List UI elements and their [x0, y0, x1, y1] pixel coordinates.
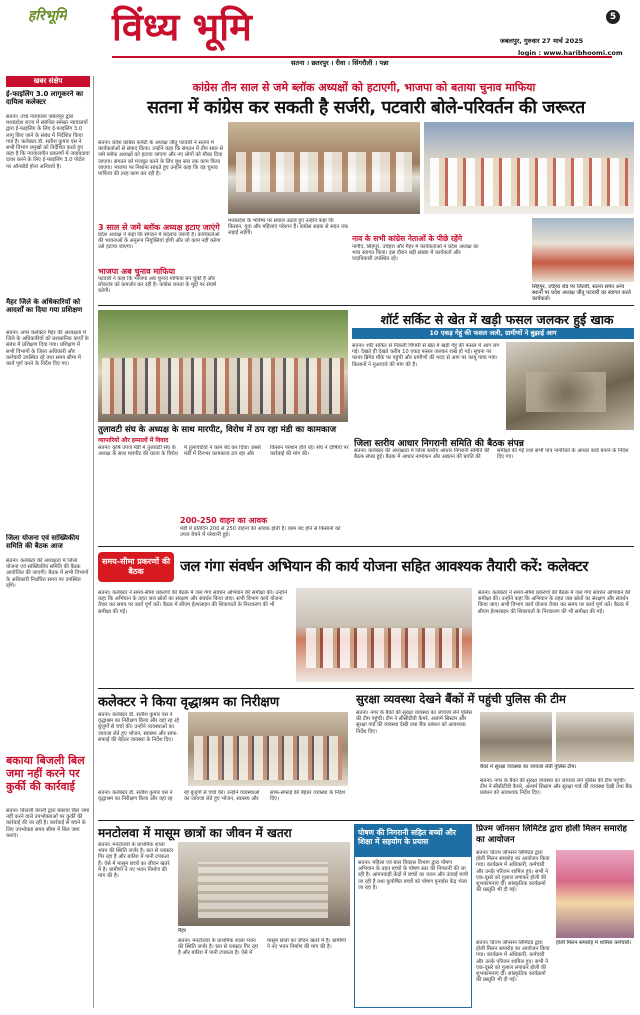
union-body-1: सतना। कृषि उपज मंडी में तुलावटी संघ के अध्यक्ष के साथ मारपीट की घटना के विरोध में तुलावटियों ने काम बंद कर दिया। इससे मंडी में दिनभर कामकाज ठप रहा और किसान परेशान होते रहे। संघ ने दोषियों पर कार्रवाई की मांग की। — [98, 445, 349, 458]
prism-body: सतना। प्रिज्म जॉनसन लिमिटेड द्वारा होली मिलन समारोह का आयोजन किया गया। कार्यक्रम में अधिकारी, कर्मचारी और उनके परिजन शामिल हुए। सभी ने एक-दूसरे को गुलाल लगाकर होली की शुभकामनाएं दीं। सांस्कृतिक कार्यक्रमों की प्रस्तुति भी दी गई। — [476, 850, 550, 894]
bank-photo-2 — [556, 712, 634, 762]
sidebar — [6, 76, 90, 1008]
meeting-headline: जिला स्तरीय आधार निगरानी समिति की बैठक संपन्न — [354, 439, 524, 449]
lead-subhead-2: भाजपा अब चुनाव माफिया — [98, 267, 176, 276]
temple-body-2: सतना। मनटोलवा के प्राथमिक शाला भवन की स्थिति जर्जर है। छत से प्लास्टर गिर रहा है और बारिश में पानी टपकता है। ऐसे में मासूम छात्रों का जीवन खतरे में है। ग्रामीणों ने नए भवन निर्माण की मांग की है। — [178, 938, 347, 957]
bank-photo-1 — [480, 712, 552, 762]
prism-caption: होली मिलन समारोह में शामिल कर्मचारी। — [556, 940, 632, 946]
fire-strap: 10 एकड़ गेहूं की फसल जली, ग्रामीणों ने बुझाई आग — [352, 328, 634, 339]
collector-body: सतना। कलेक्टर डॉ. सतीश कुमार एस ने वृद्धाश्रम का निरीक्षण किया और वहां रह रहे बुजुर्गों से चर्चा की। उन्होंने व्यवस्थाओं का जायजा लेते हुए भोजन, स्वास्थ्य और साफ-सफाई की बेहतर व्यवस्था के निर्देश दिए। — [98, 712, 180, 743]
water-tag-text: समय-सीमा प्रकरणों की बैठक — [101, 557, 171, 576]
sidebar-item-1-body: सतना। उच्च न्यायालय जबलपुर द्वारा मध्यप्रदेश राज्य में संबंधित समस्त न्यायालयों द्वारा ई-फाइलिंग के लिए ई-फाइलिंग 3.0 लागू किए जाने के संबंध में निर्देशित किया गया है। कलेक्टर डॉ. सतीश कुमार एस ने सभी विभाग प्रमुखों को निर्देशित करते हुए कहा है कि न्यायालयीन प्रकरणों में जवाबदावा दायर करने के लिए ई-फाइलिंग 3.0 पोर्टल पर ऑनबोर्ड होना अनिवार्य है। — [6, 114, 90, 170]
water-body: सतना। कलेक्टर ने समय-सीमा प्रकरणों की बैठक में जल गंगा संवर्धन अभियान की समीक्षा की। उन्होंने कहा कि अभियान के तहत जल स्रोतों का संरक्षण और संवर्धन किया जाए। सभी विभाग कार्य योजना तैयार कर समय पर कार्य पूर्ण करें। बैठक में सीएम हेल्पलाइन की शिकायतों के निराकरण की भी समीक्षा की गई। — [98, 590, 287, 615]
lead-kicker: कांग्रेस तीन साल से जमे ब्लॉक अध्यक्षों को हटाएगी, भाजपा को बताया चुनाव माफिया — [192, 81, 536, 94]
temple-caption: मैहर — [178, 928, 186, 934]
water-body-2: सतना। कलेक्टर ने समय-सीमा प्रकरणों की बैठक में जल गंगा संवर्धन अभियान की समीक्षा की। उन्होंने कहा कि अभियान के तहत जल स्रोतों का संरक्षण और संवर्धन किया जाए। सभी विभाग कार्य योजना तैयार कर समय पर कार्य पूर्ण करें। बैठक में सीएम हेल्पलाइन की शिकायतों के निराकरण की भी समीक्षा की गई। — [478, 590, 631, 615]
website[interactable]: login : www.haribhoomi.com — [518, 49, 623, 57]
water-photo — [296, 588, 472, 682]
meeting-body: सतना। कलेक्टर की अध्यक्षता में जिला स्तरीय आधार निगरानी समिति की बैठक संपन्न हुई। बैठक में आधार नामांकन और अद्यतन की प्रगति की समीक्षा की गई तथा सभी पात्र नागरिकों के आधार कार्ड बनाने के निर्देश दिए गए। — [354, 448, 629, 461]
poshan-body: सतना। महिला एवं बाल विकास विभाग द्वारा पोषण अभियान के तहत बच्चों के पोषण स्तर की निगरानी की जा रही है। आंगनवाड़ी केंद्रों में बच्चों का वजन और ऊंचाई मापी जा रही है तथा कुपोषित बच्चों को पोषण पुनर्वास केंद्र भेजा जा रहा है। — [358, 860, 468, 891]
lead-body-5: नागौद, सिंहपुर, उचेहरा और मैहर में कार्यकर्ताओं ने प्रदेश अध्यक्ष का भव्य स्वागत किया। इस दौरान बड़ी संख्या में कार्यकर्ता और पदाधिकारी उपस्थित रहे। — [352, 244, 479, 263]
prism-photo — [556, 850, 634, 938]
fire-headline: शॉर्ट सर्किट से खेत में खड़ी फसल जलकर हुई खाक — [380, 312, 614, 327]
lower-rule — [98, 820, 634, 821]
temple-body: सतना। मनटोलवा के प्राथमिक शाला भवन की स्थिति जर्जर है। छत से प्लास्टर गिर रहा है और बारिश में पानी टपकता है। ऐसे में मासूम छात्रों का जीवन खतरे में है। ग्रामीणों ने नए भवन निर्माण की मांग की है। — [98, 842, 174, 880]
lead-photo-caption: सिंहपुर, उचेहरा रोड पर जितवी, सतना समेत अन्य स्थानों पर प्रदेश अध्यक्ष जीतू पटवारी का स्वागत करते कार्यकर्ता। — [532, 284, 631, 303]
union-headline: तुलावटी संघ के अध्यक्ष के साथ मारपीट, विरोध में ठप रहा मंडी का कामकाज — [98, 425, 337, 435]
lead-headline: सतना में कांग्रेस कर सकती है सर्जरी, पटवारी बोले-परिवर्तन की जरूरत — [147, 98, 585, 118]
sidebar-item-2-head: मैहर जिले के अधिकारियों को आदर्शों का दिया गया प्रशिक्षण — [6, 298, 83, 314]
lead-body-1: सतना। प्रदेश कांग्रेस कमेटी के अध्यक्ष जीतू पटवारी ने सतना में कार्यकर्ताओं से संवाद किया। उन्होंने कहा कि संगठन में तीन साल से जमे ब्लॉक अध्यक्षों को हटाया जाएगा और नए लोगों को मौका दिया जाएगा। संगठन को मजबूत करने के लिए बूथ स्तर तक काम किया जाएगा। भाजपा पर निशाना साधते हुए उन्होंने कहा कि वह चुनाव माफिया की तरह काम कर रही है। — [98, 140, 223, 178]
lead-photo-1 — [228, 122, 420, 214]
region-strip — [112, 56, 612, 68]
region-list: सतना । छतरपुर । रीवा । सिंगरौली । पन्ना — [287, 58, 393, 67]
lead-subhead-3: नाव के सभी कांग्रेस नेताओं के पीछे रहेंगे — [352, 234, 463, 243]
lead-body-2: प्रदेश अध्यक्ष ने कहा कि संगठन में बदलाव जरूरी है। कार्यकर्ताओं की भावनाओं के अनुरूप नियुक्तियां होंगी और जो काम नहीं करेगा उसे हटाया जाएगा। — [98, 232, 221, 251]
sidebar-item-3-head: जिला योजना एवं सांख्यिकीय समिति की बैठक आज — [6, 534, 80, 550]
poshan-headline: पोषण की निगरानी सहित बच्चों और शिक्षा में सहयोग के प्रयास — [355, 825, 471, 857]
water-rule — [98, 688, 634, 689]
union-photo — [98, 310, 348, 422]
lead-body-3: पटवारी ने कहा कि भाजपा अब चुनाव माफिया बन चुकी है और लोकतंत्र को कमजोर कर रही है। कांग्रेस जनता के मुद्दों पर संघर्ष करेगी। — [98, 276, 216, 295]
sidebar-item-4-head: बकाया बिजली बिल जमा नहीं करने पर कुर्की की कार्रवाई — [6, 754, 85, 793]
temple-photo — [178, 842, 350, 926]
prism-headline: प्रिज्म जॉनसन लिमिटेड द्वारा होली मिलन समारोह का आयोजन — [476, 824, 627, 845]
water-headline: जल गंगा संवर्धन अभियान की कार्य योजना सहित आवश्यक तैयारी करें: कलेक्टर — [180, 559, 588, 575]
union-subhead-2: 200-250 वाहन का आवक — [180, 516, 268, 525]
lead-body-4-col: मध्यप्रदेश के भविष्य पर सवाल उठाते हुए उन्होंने कहा कि किसान, युवा और महिलाएं परेशान हैं। कांग्रेस सड़क से सदन तक लड़ाई लड़ेगी। — [228, 218, 348, 237]
sidebar-label: खबर संक्षेप — [6, 76, 90, 87]
bank-body-2: सतना। नगर के बैंकों की सुरक्षा व्यवस्था का जायजा लेने पुलिस की टीम पहुंची। टीम ने सीसीटीवी कैमरे, अलार्म सिस्टम और सुरक्षा गार्ड की व्यवस्था देखी तथा बैंक प्रबंधन को आवश्यक निर्देश दिए। — [480, 778, 633, 797]
bank-headline: सुरक्षा व्यवस्था देखने बैंकों में पहुंची पुलिस की टीम — [356, 692, 566, 706]
collector-body-2: सतना। कलेक्टर डॉ. सतीश कुमार एस ने वृद्धाश्रम का निरीक्षण किया और वहां रह रहे बुजुर्गों से चर्चा की। उन्होंने व्यवस्थाओं का जायजा लेते हुए भोजन, स्वास्थ्य और साफ-सफाई की बेहतर व्यवस्था के निर्देश दिए। — [98, 790, 346, 803]
sidebar-item-1-head: ई-फाइलिंग 3.0 लागूकरने का दायित्व कलेक्टर — [6, 90, 84, 106]
lead-photo-2 — [424, 122, 634, 214]
section-title: विंध्य भूमि — [112, 4, 252, 49]
bank-caption: बैंकों में सुरक्षा व्यवस्था का जायजा लेती पुलिस टीम। — [480, 764, 577, 770]
collector-photo — [188, 712, 348, 786]
sidebar-divider — [93, 76, 94, 1008]
union-subhead-1: व्यापारियों और हम्मालों में विवाद — [98, 437, 169, 444]
fire-photo — [506, 342, 634, 430]
sidebar-item-3-body: सतना। कलेक्टर की अध्यक्षता में जिला योजना एवं सांख्यिकीय समिति की बैठक आयोजित की जाएगी। बैठक में सभी विभागों के अधिकारी निर्धारित समय पर उपस्थित रहेंगे। — [6, 558, 89, 589]
fire-body: सतना। शॉर्ट सर्किट से निकली चिंगारी से खेत में खड़ी गेहूं की फसल में आग लग गई। देखते ही देखते करीब 10 एकड़ फसल जलकर राख हो गई। सूचना पर फायर ब्रिगेड मौके पर पहुंची और ग्रामीणों की मदद से आग पर काबू पाया गया। किसानों ने मुआवजे की मांग की है। — [352, 343, 500, 368]
collector-headline: कलेक्टर ने किया वृद्धाश्रम का निरीक्षण — [98, 695, 280, 710]
lead-bottom-rule — [98, 305, 634, 306]
lead-subhead-1: 3 साल से जमे ब्लॉक अध्यक्ष हटाए जाएंगे — [98, 223, 220, 232]
prism-body-2: सतना। प्रिज्म जॉनसन लिमिटेड द्वारा होली मिलन समारोह का आयोजन किया गया। कार्यक्रम में अधिकारी, कर्मचारी और उनके परिजन शामिल हुए। सभी ने एक-दूसरे को गुलाल लगाकर होली की शुभकामनाएं दीं। सांस्कृतिक कार्यक्रमों की प्रस्तुति भी दी गई। — [476, 940, 550, 984]
poshan-box — [354, 824, 472, 1008]
dateline: जबलपुर, गुरुवार 27 मार्च 2025 — [500, 37, 584, 45]
sidebar-item-4-body: सतना। बिजली कंपनी द्वारा बकाया बिल जमा नहीं करने वाले उपभोक्ताओं पर कुर्की की कार्रवाई की जा रही है। कार्रवाई से बचने के लिए उपभोक्ता समय सीमा में बिल जमा कराएं। — [6, 808, 90, 839]
lead-photo-3 — [532, 218, 634, 282]
temple-headline: मनटोलवा में मासूम छात्रों का जीवन में खतरा — [98, 826, 292, 840]
union-body-2: मंडी में प्रतिदिन 200 से 250 वाहनों की आवक होती है। काम बंद होने से किसानों को उपज बेचने में परेशानी हुई। — [180, 526, 341, 539]
water-tag — [98, 552, 174, 582]
brand-logo: हरिभूमि — [28, 8, 67, 24]
sidebar-item-2-body: सतना। अपर कलेक्टर मैहर की अध्यक्षता में जिले के अधिकारियों को प्रशासनिक कार्यों के संबंध में प्रशिक्षण दिया गया। प्रशिक्षण में सभी विभागों के जिला अधिकारी और कर्मचारी उपस्थित रहे तथा समय सीमा में कार्य पूर्ण करने के निर्देश दिए गए। — [6, 330, 89, 368]
mid-rule — [98, 546, 634, 547]
bank-body: सतना। नगर के बैंकों की सुरक्षा व्यवस्था का जायजा लेने पुलिस की टीम पहुंची। टीम ने सीसीटीवी कैमरे, अलार्म सिस्टम और सुरक्षा गार्ड की व्यवस्था देखी तथा बैंक प्रबंधन को आवश्यक निर्देश दिए। — [356, 710, 473, 735]
page-number: 5 — [606, 10, 620, 24]
